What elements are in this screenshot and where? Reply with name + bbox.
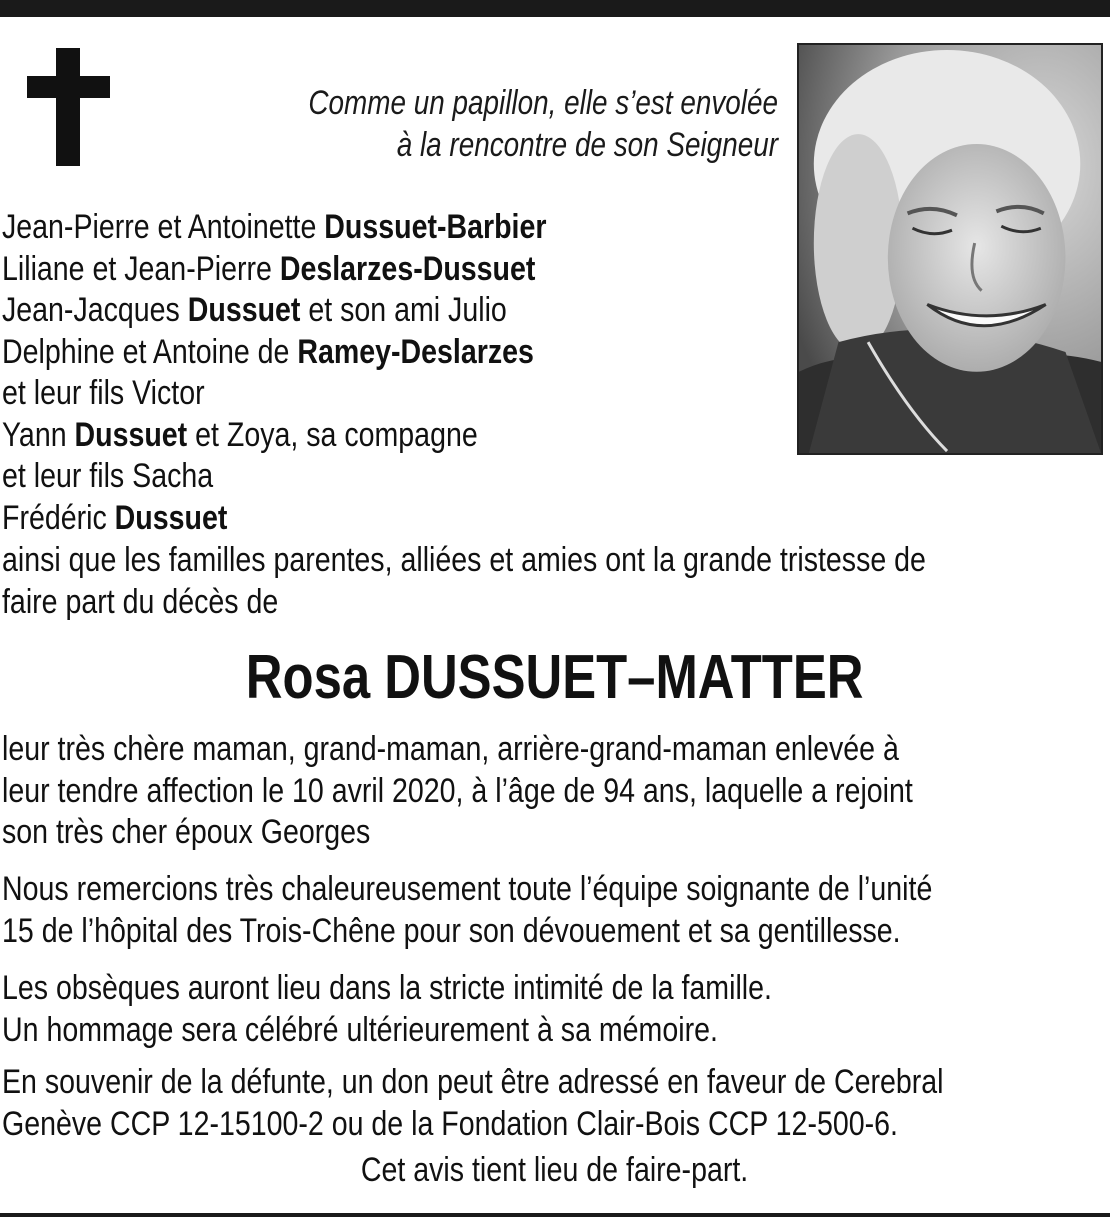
paragraph-tribute	[2, 729, 913, 854]
closing-note: Cet avis tient lieu de faire-part.	[361, 1151, 749, 1189]
family-line: Jean-Jacques Dussuet et son ami Julio	[2, 291, 507, 329]
paragraph-line: leur très chère maman, grand-maman, arrière-grand-maman enlevée à	[2, 730, 899, 768]
announcement-line-1: ainsi que les familles parentes, alliées et amies ont la grande tristesse de	[2, 541, 926, 579]
paragraph-line: 15 de l’hôpital des Trois-Chêne pour son dévouement et sa gentillesse.	[2, 911, 901, 950]
top-rule	[0, 0, 1110, 17]
paragraph-line: leur tendre affection le 10 avril 2020, à l’âge de 94 ans, laquelle a rejoint	[2, 771, 913, 810]
announcement-line-2: faire part du décès de	[2, 582, 279, 621]
paragraph-line: Un hommage sera célébré ultérieurement à sa mémoire.	[2, 1010, 718, 1049]
cross-icon	[27, 48, 110, 166]
family-line: Jean-Pierre et Antoinette Dussuet-Barbier	[2, 208, 547, 246]
family-line: Liliane et Jean-Pierre Deslarzes-Dussuet	[2, 249, 536, 288]
paragraph-line: son très cher époux Georges	[2, 813, 371, 851]
paragraph-thanks	[2, 869, 932, 952]
family-line: Frédéric Dussuet	[2, 498, 228, 537]
family-list	[2, 207, 546, 539]
deceased-name: Rosa DUSSUET–MATTER	[246, 643, 864, 712]
paragraph-funeral	[2, 968, 772, 1051]
paragraph-donation	[2, 1062, 944, 1145]
family-line: et leur fils Victor	[2, 374, 205, 412]
family-line: Delphine et Antoine de Ramey-Deslarzes	[2, 332, 534, 371]
family-line: Yann Dussuet et Zoya, sa compagne	[2, 415, 478, 454]
paragraph-line: Nous remercions très chaleureusement toute l’équipe soignante de l’unité	[2, 870, 933, 908]
announcement	[2, 540, 1110, 623]
epigraph-line-1: Comme un papillon, elle s’est envolée	[308, 84, 778, 122]
paragraph-line: Genève CCP 12-15100-2 ou de la Fondation Clair-Bois CCP 12-500-6.	[2, 1104, 898, 1143]
epigraph-line-2: à la rencontre de son Seigneur	[396, 126, 778, 164]
bottom-rule	[0, 1213, 1110, 1217]
paragraph-line: En souvenir de la défunte, un don peut être adressé en faveur de Cerebral	[2, 1063, 944, 1101]
portrait-photo	[797, 43, 1103, 455]
family-line: et leur fils Sacha	[2, 457, 214, 495]
epigraph	[271, 82, 778, 166]
paragraph-line: Les obsèques auront lieu dans la stricte intimité de la famille.	[2, 969, 772, 1007]
